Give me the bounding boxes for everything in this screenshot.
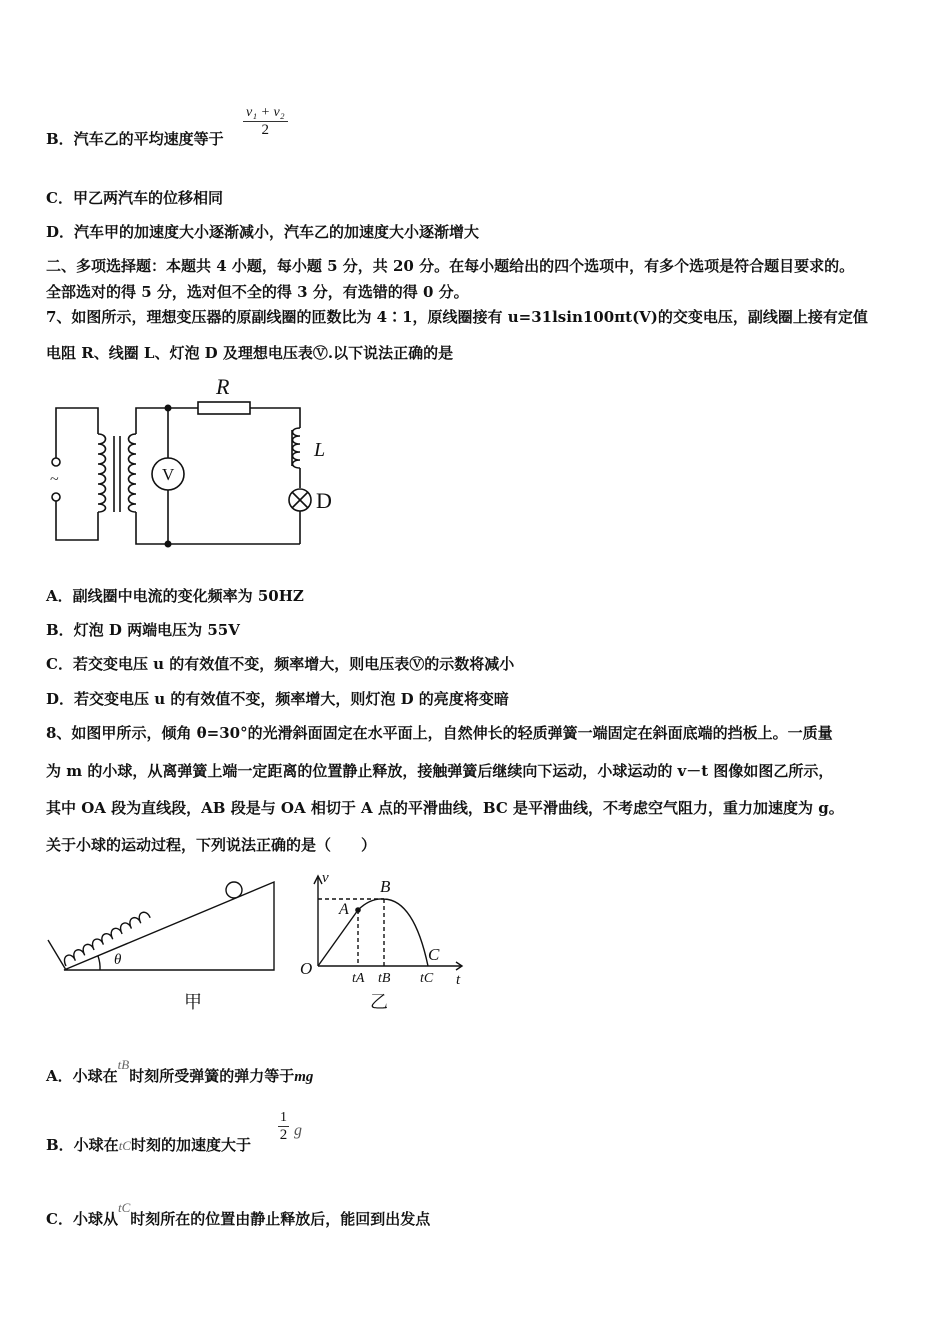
q7-option-a: A．副线圈中电流的变化频率为 50HZ [46, 587, 304, 605]
secondary-wire-bottom [136, 512, 300, 544]
fraction-denominator: 2 [279, 1127, 288, 1143]
q8-option-b-fraction [278, 1110, 289, 1144]
q7-option-d: D．若交变电压 u 的有效值不变，频率增大，则灯泡 D 的亮度将变暗 [46, 690, 509, 708]
q6-option-b-fraction [243, 105, 288, 139]
q6-option-d: D．汽车甲的加速度大小逐渐减小，汽车乙的加速度大小逐渐增大 [46, 223, 480, 241]
ta-label: tA [352, 971, 365, 986]
symbol-tb: tB [117, 1057, 130, 1072]
source-terminal-bottom [52, 493, 60, 501]
t-axis-label: t [456, 972, 461, 988]
q6-option-c: C．甲乙两汽车的位移相同 [46, 189, 223, 207]
q8-stem-line1: 8、如图甲所示，倾角 θ=30°的光滑斜面固定在水平面上，自然伸长的轻质弹簧一端固定在斜面底端的挡板上。一质量 [46, 724, 833, 742]
q6-option-b [46, 128, 224, 149]
junction-dot-top [165, 405, 172, 412]
resistor-wire-right [250, 408, 300, 428]
q8-stem-line2: 为 m 的小球，从离弹簧上端一定距离的位置静止释放，接触弹簧后继续向下运动，小球运动的 v－t 图像如图乙所示， [46, 762, 834, 780]
resistor-r [198, 402, 250, 414]
fraction-numerator: 1 [280, 1110, 287, 1125]
inductor-label: L [314, 439, 326, 461]
angle-arc [98, 956, 100, 970]
symbol-mg: mg [294, 1069, 314, 1085]
incline-block [64, 882, 274, 970]
point-c-label: C [428, 945, 440, 964]
q8-option-a-text: 时刻所受弹簧的弹力等于 [129, 1067, 295, 1085]
secondary-wire-top [136, 408, 198, 434]
q8-option-a [46, 1057, 314, 1086]
angle-theta-label: θ [114, 952, 122, 968]
q8-option-a-prefix: A．小球在 [46, 1067, 118, 1085]
primary-wire-top [56, 408, 98, 458]
fraction-denominator: 2 [261, 122, 270, 138]
section2-heading-line2: 全部选对的得 5 分，选对但不全的得 3 分，有选错的得 0 分。 [46, 283, 469, 301]
ac-source-symbol: ~ [50, 471, 59, 488]
v-axis-label: v [322, 870, 329, 886]
stopper-plate [48, 940, 66, 970]
primary-wire-bottom [56, 501, 98, 540]
voltmeter-label: V [162, 465, 175, 484]
inductor-l [293, 428, 301, 488]
junction-dot-bottom [165, 541, 172, 548]
q8-option-b-text: 时刻的加速度大于 [130, 1136, 251, 1154]
ball [226, 882, 242, 898]
q8-option-b [46, 1134, 251, 1155]
figure-yi-label: 乙 [370, 992, 388, 1012]
point-a-label: A [339, 901, 349, 918]
point-b-label: B [380, 877, 391, 896]
secondary-coil [129, 434, 137, 512]
q8-option-b-prefix: B．小球在 [46, 1136, 119, 1154]
q8-option-c-prefix: C．小球从 [46, 1210, 118, 1228]
primary-coil [98, 434, 106, 512]
q8-stem-line3: 其中 OA 段为直线段，AB 段是与 OA 相切于 A 点的平滑曲线，BC 是平滑曲线，不考虑空气阻力，重力加速度为 g。 [46, 799, 844, 817]
fraction-numerator: v₁ + v₂ [243, 105, 288, 122]
q6-option-b-text: B．汽车乙的平均速度等于 [46, 130, 224, 148]
figure-jia-label: 甲 [184, 992, 202, 1012]
q8-option-c-text: 时刻所在的位置由静止释放后，能回到出发点 [130, 1210, 431, 1228]
source-terminal-top [52, 458, 60, 466]
spring [59, 911, 155, 966]
curve-abc [358, 899, 428, 966]
q7-stem-line2: 电阻 R、线圈 L、灯泡 D 及理想电压表Ⓥ.以下说法正确的是 [46, 344, 454, 362]
point-a [355, 907, 361, 913]
symbol-tc: tC [117, 1200, 131, 1215]
section2-heading-line1: 二、多项选择题：本题共 4 小题，每小题 5 分，共 20 分。在每小题给出的四个选项中，有多个选项是符合题目要求的。 [46, 257, 855, 275]
q8-option-c [46, 1200, 431, 1229]
symbol-tc: tC [118, 1138, 131, 1153]
origin-label: O [300, 959, 313, 978]
q7-option-c: C．若交变电压 u 的有效值不变，频率增大，则电压表Ⓥ的示数将减小 [46, 655, 515, 673]
q7-option-b: B．灯泡 D 两端电压为 55V [46, 621, 240, 639]
resistor-label: R [216, 374, 230, 399]
q8-stem-line4: 关于小球的运动过程，下列说法正确的是（ ） [46, 836, 377, 854]
lamp-label: D [316, 488, 332, 513]
tc-label: tC [420, 971, 434, 986]
symbol-g: g [294, 1122, 302, 1139]
q7-stem-line1: 7、如图所示，理想变压器的原副线圈的匝数比为 4∶1，原线圈接有 u=31lsin100πt(V)的交变电压，副线圈上接有定值 [46, 308, 868, 326]
tb-label: tB [378, 971, 391, 986]
q8-figure-vt-graph [296, 866, 476, 1016]
q8-figure-incline [44, 868, 284, 1018]
segment-oa [318, 910, 358, 966]
q7-circuit-figure [40, 372, 340, 557]
